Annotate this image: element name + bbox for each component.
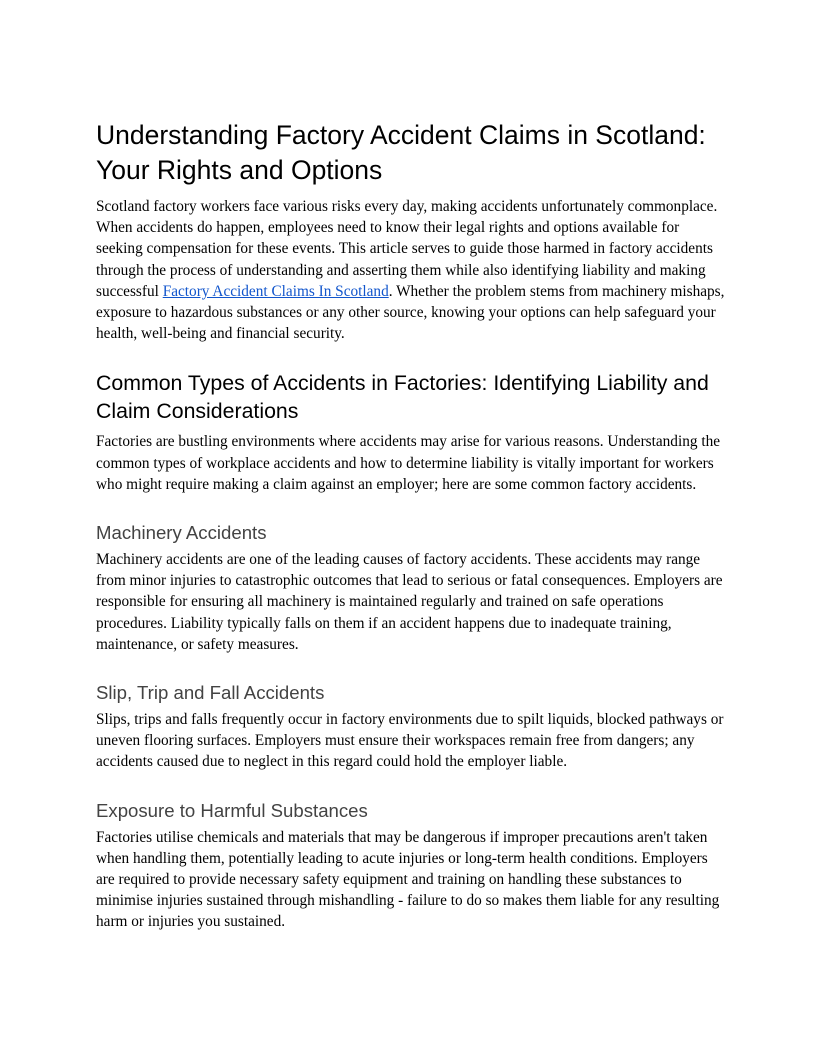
paragraph-slip-trip-fall: Slips, trips and falls frequently occur in factory environments due to spilt liquids, blocked pathways or uneven flooring surfaces. Employers must ensure their workspaces remain free from dangers; any accidents caused due to neglect in this regard could hold the employer liable.	[96, 711, 724, 771]
document-title: Understanding Factory Accident Claims in Scotland: Your Rights and Options	[96, 120, 706, 185]
factory-accident-claims-link[interactable]: Factory Accident Claims In Scotland	[162, 282, 389, 300]
paragraph-harmful-substances: Factories utilise chemicals and materials that may be dangerous if improper precautions aren't taken when handling them, potentially leading to acute injuries or long-term health conditions. Employers are required to provide necessary safety equipment and training on handling these substances to minimise injuries sustained through mishandling - failure to do so makes them liable for any resulting harm or injuries you sustained.	[96, 828, 720, 931]
intro-paragraph	[96, 196, 726, 344]
subheading-machinery-accidents: Machinery Accidents	[96, 522, 267, 544]
section-paragraph-common-accidents: Factories are bustling environments where accidents may arise for various reasons. Understanding the common types of workplace accidents and how to determine liability is vitally important for workers who might require making a claim against an employer; here are some common factory accidents.	[96, 433, 721, 493]
intro-text-after-link: . Whether the problem stems from machinery mishaps, exposure to hazardous substances or any other source, knowing your options can help safeguard your health, well-being and financial security.	[96, 282, 725, 343]
subheading-slip-trip-fall: Slip, Trip and Fall Accidents	[96, 682, 325, 704]
section-heading-common-accidents: Common Types of Accidents in Factories: Identifying Liability and Claim Considerations	[96, 371, 709, 424]
paragraph-machinery-accidents: Machinery accidents are one of the leading causes of factory accidents. These accidents may range from minor injuries to catastrophic outcomes that lead to serious or fatal consequences. Employers are responsible for ensuring all machinery is maintained regularly and trained on safe operations procedures. Liability typically falls on them if an accident happens due to inadequate training, maintenance, or safety measures.	[96, 551, 723, 653]
intro-text-before-link: Scotland factory workers face various risks every day, making accidents unfortunately commonplace. When accidents do happen, employees need to know their legal rights and options available for seeking compensation for these events. This article serves to guide those harmed in factory accidents through the process of understanding and asserting them while also identifying liability and making successful	[96, 198, 718, 300]
document-page	[96, 118, 726, 933]
subheading-harmful-substances: Exposure to Harmful Substances	[96, 799, 368, 821]
